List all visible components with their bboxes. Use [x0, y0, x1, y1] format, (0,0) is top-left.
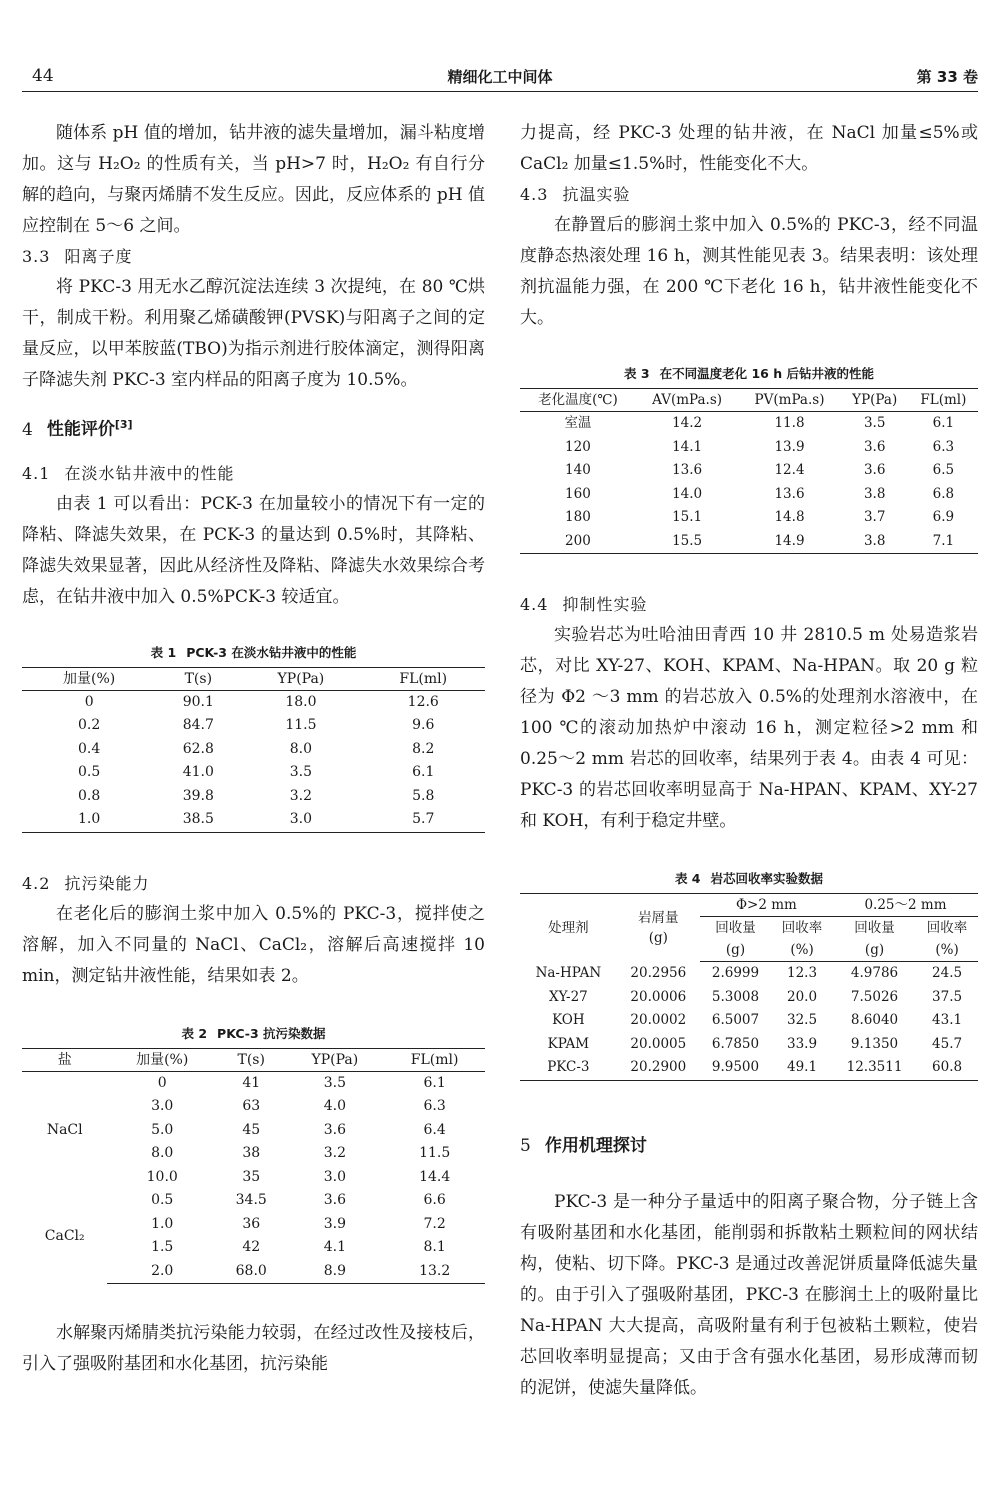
paragraph: 随体系 pH 值的增加，钻井液的滤失量增加，漏斗粘度增加。这与 H₂O₂ 的性质有关，当 pH>7 时，H₂O₂ 有自行分解的趋向，与聚丙烯腈不发生反应。因此，反应体系的 pH 值应控制在 5～6 之间。 [22, 123, 485, 236]
table-row: 10.0 35 3.0 14.4 [146, 1168, 451, 1185]
paragraph: 在老化后的膨润土浆中加入 0.5%的 PKC-3，搅拌使之溶解，加入不同量的 NaCl、CaCl₂，溶解后高速搅拌 10 min，测定钻井液性能，结果如表 2。 [22, 903, 485, 986]
table-4-caption: 表 4 岩芯回收率实验数据 [674, 871, 824, 886]
table-row: 0.8 39.8 3.2 5.8 [78, 787, 435, 804]
table-row: 1.5 42 4.1 8.1 [151, 1239, 446, 1256]
table-row: 5.0 45 3.6 6.4 [151, 1121, 446, 1138]
section-heading-4-3: 4.3 抗温实验 [520, 185, 631, 204]
table-row: 200 15.5 14.9 3.8 7.1 [520, 530, 978, 554]
table-row: 2.0 68.0 8.9 13.2 [22, 1260, 485, 1284]
table-row: 8.0 38 3.2 11.5 [151, 1145, 451, 1162]
section-heading-3-3: 3.3 阳离子度 [22, 247, 133, 266]
column-header: FL(ml) [909, 389, 978, 412]
column-header: 老化温度(℃) [520, 389, 636, 412]
table-row: 室温 14.2 11.8 3.5 6.1 [564, 415, 955, 431]
table-row: 0.5 41.0 3.5 6.1 [78, 764, 435, 781]
table-2 [22, 1048, 485, 1285]
column-header: 回收率 [781, 920, 823, 936]
salt-label-cacl2: CaCl₂ [44, 1227, 85, 1244]
column-group-header: Φ>2 mm [700, 894, 833, 917]
paragraph: 由表 1 可以看出：PCK-3 在加量较小的情况下有一定的降粘、降滤失效果，在 PCK-3 的量达到 0.5%时，其降粘、降滤失效果显著，因此从经济性及降粘、降滤失水效果综合考虑，在钻井液中加入 0.5%PCK-3 较适宜。 [22, 493, 485, 607]
page-number: 44 [32, 66, 54, 86]
table-row: 0.2 84.7 11.5 9.6 [78, 717, 435, 734]
table-row: 120 14.1 13.9 3.6 6.3 [565, 438, 955, 455]
column-header: 盐 [22, 1048, 107, 1071]
citation: [3] [114, 418, 133, 431]
column-unit: (g) [700, 939, 771, 962]
table-3 [520, 388, 978, 554]
table-row: 180 15.1 14.8 3.7 6.9 [565, 509, 955, 525]
table-row: 1.0 36 3.9 7.2 [151, 1215, 446, 1232]
table-row: PKC-3 20.2900 9.9500 49.1 12.3511 60.8 [520, 1056, 978, 1080]
section-heading-4-4: 4.4 抑制性实验 [520, 595, 648, 614]
table-row: 0 90.1 18.0 12.6 [84, 693, 439, 710]
column-unit: (%) [771, 939, 833, 962]
section-heading-4-2: 4.2 抗污染能力 [22, 873, 150, 893]
column-unit: (g) [833, 939, 916, 962]
table-2-caption: 表 2 PKC-3 抗污染数据 [181, 1025, 326, 1041]
table-row: KPAM 20.0005 6.7850 33.9 9.1350 45.7 [547, 1035, 963, 1052]
left-column [22, 118, 485, 1380]
table-4 [520, 893, 978, 1081]
table-row: 0.4 62.8 8.0 8.2 [78, 740, 435, 757]
column-header: T(s) [217, 1048, 286, 1071]
volume-label: 第 33 卷 [916, 68, 978, 86]
table-row: 140 13.6 12.4 3.6 6.5 [565, 462, 955, 478]
section-heading-4-1: 4.1 在淡水钻井液中的性能 [22, 463, 235, 483]
table-row: XY-27 20.0006 5.3008 20.0 7.5026 37.5 [548, 988, 963, 1005]
column-header: 加量(%) [22, 667, 156, 690]
table-row: KOH 20.0002 6.5007 32.5 8.6040 43.1 [552, 1012, 963, 1028]
table-row: 160 14.0 13.6 3.8 6.8 [565, 485, 955, 502]
table-1-caption: 表 1 PCK-3 在淡水钻井液中的性能 [150, 644, 357, 660]
paragraph: 将 PKC-3 用无水乙醇沉淀法连续 3 次提纯，在 80 ℃烘干，制成干粉。利用聚乙烯磺酸钾(PVSK)与阳离子之间的定量反应，以甲苯胺蓝(TBO)为指示剂进行胶体滴定，测得阳离子降滤失剂 PKC-3 室内样品的阳离子度为 10.5%。 [22, 277, 485, 390]
paragraph: 在静置后的膨润土浆中加入 0.5%的 PKC-3，经不同温度静态热滚处理 16 h，测其性能见表 3。结果表明：该处理剂抗温能力强，在 200 ℃下老化 16 h，钻井液性能变化不大。 [520, 215, 978, 328]
column-header: FL(ml) [362, 667, 486, 690]
paragraph: 水解聚丙烯腈类抗污染能力较弱，在经过改性及接枝后，引入了强吸附基团和水化基团，抗污染能 [22, 1323, 485, 1375]
column-header: YP(Pa) [841, 389, 909, 412]
table-row: CaCl₂ 0.5 34.5 3.6 6.6 [22, 1189, 485, 1213]
column-header: T(s) [156, 667, 240, 690]
column-header: 岩屑量 (g) [617, 894, 700, 962]
column-header: 回收率 [926, 920, 968, 936]
column-header: 处理剂 [520, 894, 617, 962]
journal-title: 精细化工中间体 [447, 68, 553, 86]
table-row: NaCl 0 41 3.5 6.1 [22, 1071, 485, 1095]
section-heading-4: 4 性能评价[3] [22, 418, 133, 440]
column-header: FL(ml) [384, 1048, 485, 1071]
column-header: 回收量 [715, 920, 756, 936]
paragraph: PKC-3 是一种分子量适中的阳离子聚合物，分子链上含有吸附基团和水化基团，能削弱和拆散粘土颗粒间的网状结构，使粘、切下降。PKC-3 是通过改善泥饼质量降低滤失量的。由于引入了强吸附基团，PKC-3 在膨润土上的吸附量比 Na-HPAN 大大提高，高吸附量有利于包被粘土颗粒，使岩芯回收率明显提高；又由于含有强水化基团，易形成薄而韧的泥饼，使滤失量降低。 [520, 1191, 978, 1398]
column-header: AV(mPa.s) [636, 389, 738, 412]
table-row: 3.0 63 4.0 6.3 [151, 1098, 446, 1115]
section-heading-5: 5 作用机理探讨 [520, 1135, 647, 1156]
paragraph: 实验岩芯为吐哈油田青西 10 井 2810.5 m 处易造浆岩芯，对比 XY-27、KOH、KPAM、Na-HPAN。取 20 g 粒径为 Φ2 ～3 mm 的岩芯放入 0.5%的处理剂水溶液中，在 100 ℃的滚动加热炉中滚动 16 h，测定粒径>2 mm 和 0.25～2 mm 岩芯的回收率，结果列于表 4。由表 4 可见：PKC-3 的岩芯回收率明显高于 Na-HPAN、KPAM、XY-27 和 KOH，有利于稳定井壁。 [520, 625, 978, 831]
column-header: YP(Pa) [285, 1048, 384, 1071]
table-row: 1.0 38.5 3.0 5.7 [22, 808, 485, 832]
column-header: PV(mPa.s) [738, 389, 840, 412]
column-unit: (%) [916, 939, 978, 962]
running-header [22, 62, 978, 92]
column-header: 加量(%) [107, 1048, 217, 1071]
column-header: YP(Pa) [240, 667, 361, 690]
salt-label-nacl: NaCl [46, 1121, 83, 1138]
table-row: Na-HPAN 20.2956 2.6999 12.3 4.9786 24.5 [535, 964, 963, 981]
paragraph: 力提高，经 PKC-3 处理的钻井液，在 NaCl 加量≤5%或 CaCl₂ 加量≤1.5%时，性能变化不大。 [520, 123, 978, 174]
column-header: 回收量 [854, 920, 895, 936]
column-group-header: 0.25～2 mm [833, 894, 978, 917]
right-column [520, 118, 978, 1404]
table-3-caption: 表 3 在不同温度老化 16 h 后钻井液的性能 [624, 366, 874, 381]
table-1 [22, 667, 485, 833]
